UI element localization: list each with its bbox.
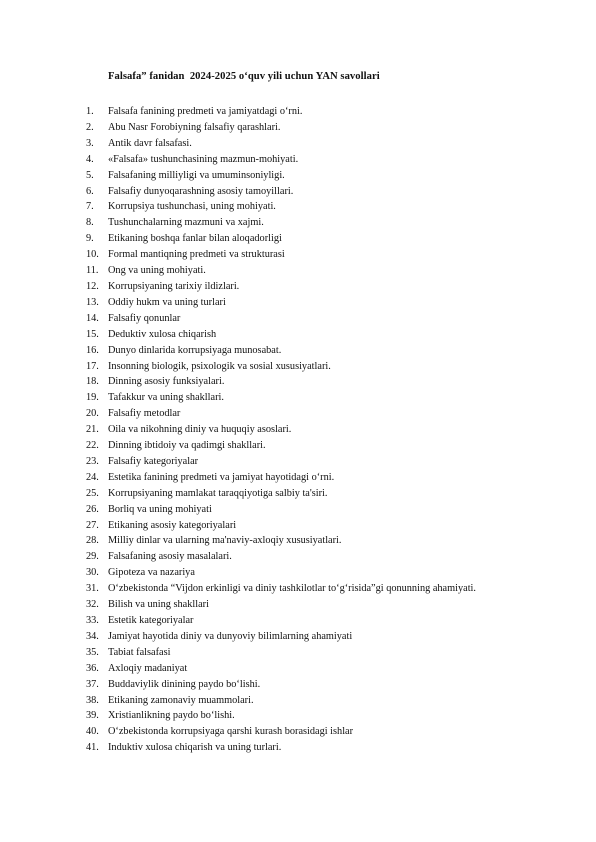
question-text: Deduktiv xulosa chiqarish [108, 328, 217, 340]
question-item [86, 247, 496, 263]
question-number: 31. [86, 583, 99, 595]
question-item [86, 661, 496, 677]
question-text: Estetika fanining predmeti va jamiyat hayotidagi o‘rni. [108, 471, 335, 483]
question-number: 14. [86, 312, 99, 324]
question-item [86, 438, 496, 454]
question-number: 33. [86, 615, 99, 626]
question-number: 36. [86, 662, 99, 674]
question-text: Korrupsiya tushunchasi, uning mohiyati. [108, 201, 276, 213]
question-item [86, 533, 496, 549]
question-number: 15. [86, 328, 99, 340]
question-text: Tushunchalarning mazmuni va xajmi. [108, 217, 264, 229]
question-number: 16. [86, 344, 99, 356]
question-number: 4. [86, 153, 94, 165]
question-text: Milliy dinlar va ularning ma'naviy-axloqiy xususiyatlari. [108, 535, 342, 547]
question-number: 26. [86, 503, 99, 515]
question-number: 37. [86, 678, 99, 690]
question-item [86, 279, 496, 295]
question-number: 13. [86, 296, 99, 308]
question-text: Borliq va uning mohiyati [108, 503, 212, 515]
question-text: Falsafaning milliyligi va umuminsoniyligi. [108, 169, 285, 181]
question-number: 23. [86, 455, 99, 467]
question-text: Etikaning boshqa fanlar bilan aloqadorligi [108, 233, 282, 245]
question-item [86, 327, 496, 343]
question-number: 28. [86, 535, 99, 547]
question-text: Formal mantiqning predmeti va strukturasi [108, 249, 285, 261]
question-item [86, 406, 496, 422]
question-text: Dunyo dinlarida korrupsiyaga munosabat. [108, 344, 282, 356]
question-number: 30. [86, 567, 99, 579]
question-item [86, 422, 496, 438]
question-text: Tafakkur va uning shakllari. [108, 392, 224, 404]
question-text: Dinning asosiy funksiyalari. [108, 376, 225, 388]
question-number: 21. [86, 424, 99, 436]
question-number: 38. [86, 694, 99, 706]
question-number: 25. [86, 487, 99, 499]
question-list [86, 104, 496, 756]
question-item [86, 629, 496, 645]
question-text: Oddiy hukm va uning turlari [108, 296, 226, 308]
question-number: 5. [86, 169, 94, 181]
question-text: Etikaning zamonaviy muammolari. [108, 694, 254, 706]
question-text: Axloqiy madaniyat [108, 662, 188, 674]
question-number: 39. [86, 710, 99, 722]
question-number: 12. [86, 280, 99, 292]
question-item [86, 549, 496, 565]
question-number: 34. [86, 630, 99, 642]
question-number: 9. [86, 233, 94, 245]
question-text: Xristianlikning paydo bo‘lishi. [108, 710, 235, 722]
question-text: Etikaning asosiy kategoriyalari [108, 519, 237, 531]
document-title: Falsafa” fanidan 2024-2025 o‘quv yili uchun YAN savollari [108, 71, 380, 82]
question-item [86, 613, 496, 629]
question-item [86, 581, 496, 597]
question-item [86, 565, 496, 581]
question-text: Falsafiy dunyoqarashning asosiy tamoyillari. [108, 185, 294, 197]
question-number: 20. [86, 408, 99, 420]
question-number: 35. [86, 646, 99, 658]
question-number: 2. [86, 121, 94, 133]
question-item [86, 724, 496, 740]
question-item [86, 104, 496, 120]
question-number: 3. [86, 137, 94, 149]
question-text: Bilish va uning shakllari [108, 599, 209, 611]
question-item [86, 295, 496, 311]
question-item [86, 374, 496, 390]
question-text: Jamiyat hayotida diniy va dunyoviy bilimlarning ahamiyati [108, 630, 353, 642]
question-text: O‘zbekistonda korrupsiyaga qarshi kurash borasidagi ishlar [108, 726, 354, 738]
question-item [86, 199, 496, 215]
question-number: 32. [86, 599, 99, 611]
question-text: Falsafa fanining predmeti va jamiyatdagi o‘rni. [108, 106, 303, 117]
question-number: 27. [86, 519, 99, 531]
question-number: 1. [86, 106, 94, 117]
question-item [86, 708, 496, 724]
question-item [86, 168, 496, 184]
question-number: 19. [86, 392, 99, 404]
question-item [86, 311, 496, 327]
question-number: 10. [86, 249, 99, 261]
question-number: 41. [86, 742, 99, 754]
question-item [86, 502, 496, 518]
question-text: Insonning biologik, psixologik va sosial xususiyatlari. [108, 360, 331, 372]
question-number: 18. [86, 376, 99, 388]
question-item [86, 518, 496, 534]
question-number: 40. [86, 726, 99, 738]
question-text: Korrupsiyaning tarixiy ildizlari. [108, 280, 240, 292]
question-text: Antik davr falsafasi. [108, 137, 192, 149]
question-text: Abu Nasr Forobiyning falsafiy qarashlari. [108, 121, 281, 133]
question-item [86, 359, 496, 375]
question-text: Estetik kategoriyalar [108, 615, 194, 626]
question-text: Induktiv xulosa chiqarish va uning turlari. [108, 742, 282, 754]
question-item [86, 184, 496, 200]
question-number: 24. [86, 471, 99, 483]
question-number: 7. [86, 201, 94, 213]
question-item [86, 152, 496, 168]
question-number: 22. [86, 440, 99, 452]
question-item [86, 470, 496, 486]
question-text: Falsafiy qonunlar [108, 312, 181, 324]
question-item [86, 343, 496, 359]
question-number: 8. [86, 217, 94, 229]
question-item [86, 215, 496, 231]
question-number: 6. [86, 185, 94, 197]
question-text: Buddaviylik dinining paydo bo‘lishi. [108, 678, 261, 690]
question-item [86, 454, 496, 470]
question-text: Falsafiy kategoriyalar [108, 455, 199, 467]
question-number: 29. [86, 551, 99, 563]
question-item [86, 597, 496, 613]
question-item [86, 740, 496, 756]
question-item [86, 390, 496, 406]
question-item [86, 677, 496, 693]
question-item [86, 136, 496, 152]
question-item [86, 645, 496, 661]
question-text: Dinning ibtidoiy va qadimgi shakllari. [108, 440, 266, 452]
question-text: «Falsafa» tushunchasining mazmun-mohiyati. [108, 153, 299, 165]
question-text: Falsafiy metodlar [108, 408, 181, 420]
question-item [86, 693, 496, 709]
question-text: Tabiat falsafasi [108, 646, 171, 658]
question-text: O‘zbekistonda “Vijdon erkinligi va diniy tashkilotlar to‘g‘risida”gi qonunning ahamiyati. [108, 583, 476, 595]
question-item [86, 486, 496, 502]
question-item [86, 263, 496, 279]
question-text: Ong va uning mohiyati. [108, 265, 206, 277]
question-text: Korrupsiyaning mamlakat taraqqiyotiga salbiy ta'siri. [108, 487, 328, 499]
question-item [86, 231, 496, 247]
question-number: 11. [86, 265, 99, 277]
question-text: Oila va nikohning diniy va huquqiy asoslari. [108, 424, 292, 436]
question-number: 17. [86, 360, 99, 372]
question-text: Falsafaning asosiy masalalari. [108, 551, 232, 563]
question-item [86, 120, 496, 136]
question-text: Gipoteza va nazariya [108, 567, 195, 579]
